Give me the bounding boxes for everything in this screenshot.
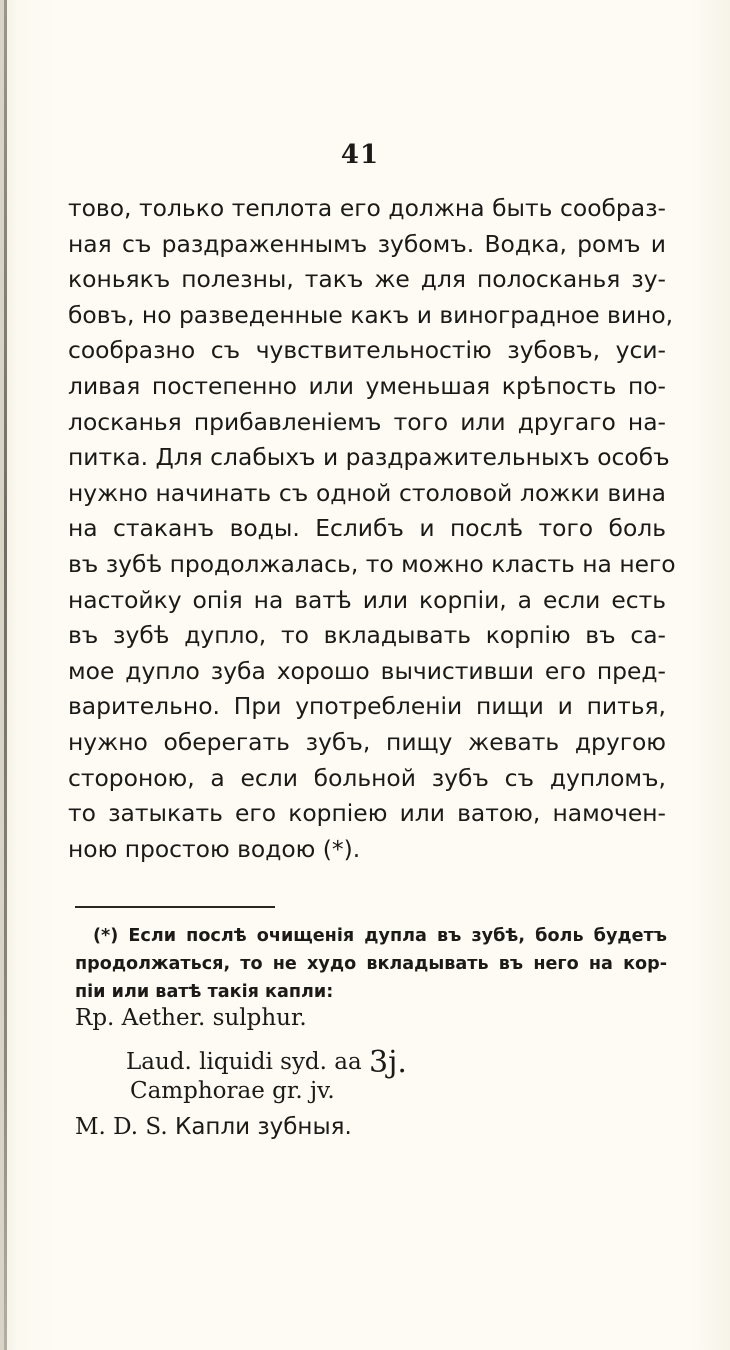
page-binding-edge (4, 0, 7, 1350)
text-line: нужно оберегать зубъ, пищу жевать другою (68, 727, 666, 756)
footnote-line: піи или ватѣ такія капли: (75, 982, 334, 1002)
text-line: ная съ раздраженнымъ зубомъ. Водка, ромъ и (68, 229, 666, 258)
recipe-line-1: Rp. Aether. sulphur. (75, 1005, 307, 1031)
recipe-line-3: Camphorae gr. jv. (130, 1078, 335, 1104)
text-line: лосканья прибавленіемъ того или другаго на- (68, 407, 666, 436)
recipe-line-2 (126, 1045, 646, 1080)
text-line: варительно. При употребленіи пищи и питья, (68, 692, 666, 721)
text-line-last: ною простою водою (*). (68, 834, 361, 863)
text-line: настойку опія на ватѣ или корпіи, а если есть (68, 585, 666, 614)
text-line: коньякъ полезны, такъ же для полосканья зу- (68, 265, 666, 294)
text-line: нужно начинать съ одной столовой ложки вина (68, 478, 666, 507)
text-line: мое дупло зуба хорошо вычистивши его пред- (68, 656, 666, 685)
main-text-block (68, 191, 676, 867)
recipe-signature-abbr: M. D. S. (75, 1114, 168, 1140)
footnote-line: продолжаться, то не худо вкладывать въ него на кор- (75, 954, 667, 974)
text-line: въ зубѣ продолжалась, то можно класть на него (68, 549, 676, 578)
footnote-line: (*) Если послѣ очищенія дупла въ зубѣ, боль будетъ (93, 926, 667, 946)
footnote-block (75, 922, 667, 1006)
text-line: на стаканъ воды. Еслибъ и послѣ того боль (68, 514, 666, 543)
text-line: въ зубѣ дупло, то вкладывать корпію въ са- (68, 621, 666, 650)
page-number: 41 (340, 140, 380, 170)
text-line: стороною, а если больной зубъ съ дупломъ, (68, 763, 666, 792)
recipe-dose: 3j. (369, 1045, 407, 1080)
text-line: сообразно съ чувствительностію зубовъ, уси- (68, 336, 666, 365)
text-line: питка. Для слабыхъ и раздражительныхъ особъ (68, 443, 670, 472)
recipe-line-4 (75, 1114, 595, 1140)
recipe-signature-text: Капли зубныя. (174, 1114, 352, 1140)
recipe-ingredient: Laud. liquidi syd. aa (126, 1049, 362, 1075)
text-line: тово, только теплота его должна быть сообраз- (68, 194, 666, 222)
text-line: ливая постепенно или уменьшая крѣпость по- (68, 371, 666, 400)
text-line: бовъ, но разведенные какъ и виноградное вино, (68, 300, 674, 329)
footnote-separator-rule (75, 906, 275, 908)
text-line: то затыкать его корпіею или ватою, намочен- (68, 799, 666, 828)
